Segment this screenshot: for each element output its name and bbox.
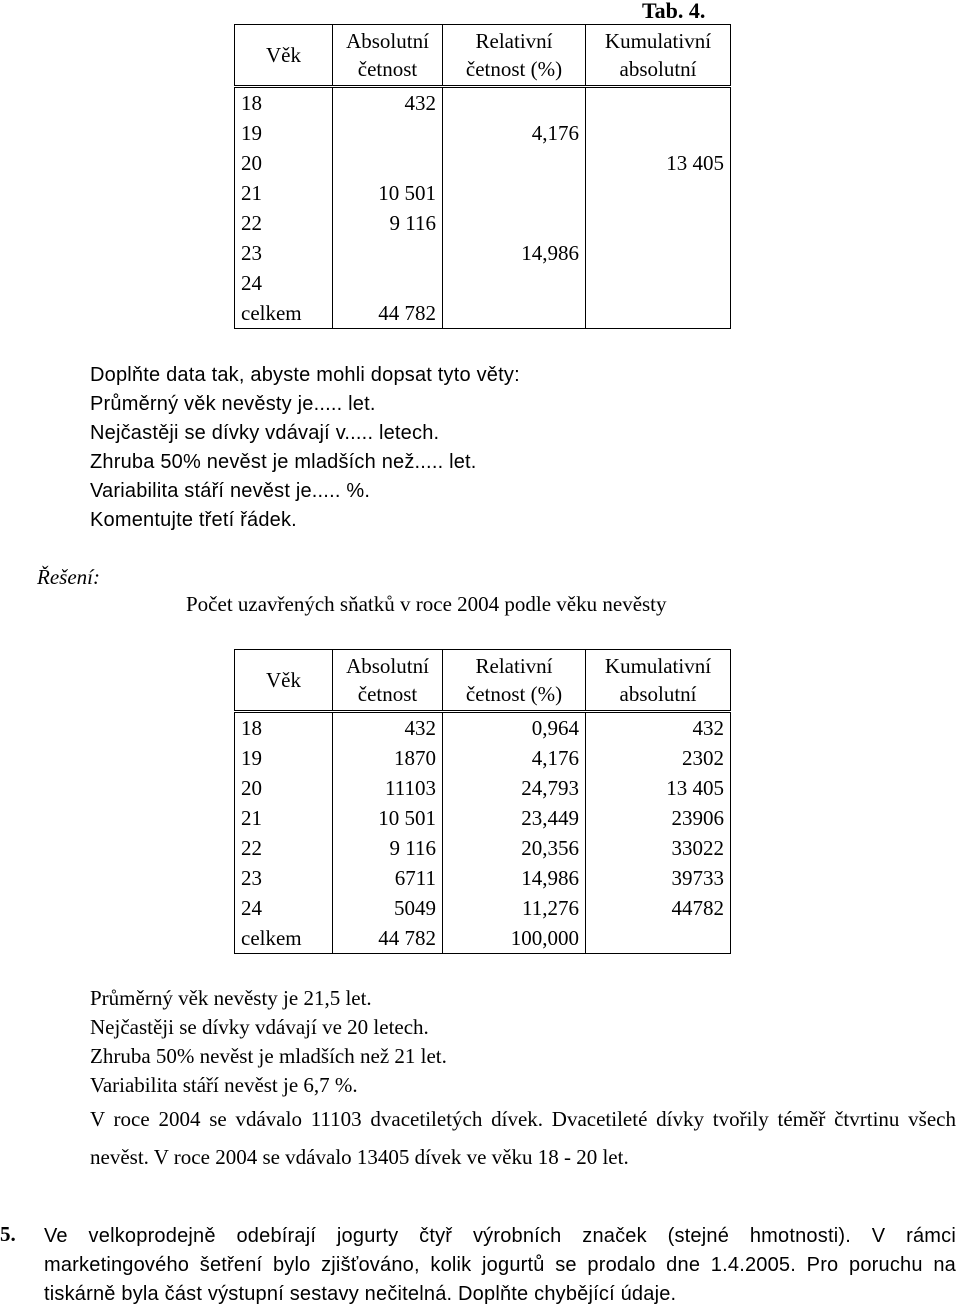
table-row [235,833,731,863]
cell-age: 22 [235,208,333,238]
cell-relative: 0,964 [443,712,586,744]
cell-absolute: 5049 [333,893,443,923]
cell-relative: 11,276 [443,893,586,923]
col-header-relative: Relativní četnost (%) [443,650,586,712]
cell-cumulative [586,923,731,954]
task-line: Průměrný věk nevěsty je..... let. [90,393,376,415]
table-row [235,208,731,238]
cell-age: 24 [235,893,333,923]
table-body [235,712,731,954]
cell-absolute: 432 [333,712,443,744]
table-row [235,298,731,329]
cell-absolute [333,118,443,148]
task-line: Zhruba 50% nevěst je mladších než..... let. [90,451,477,473]
cell-absolute [333,268,443,298]
col-header-age: Věk [235,650,333,712]
table-row [235,893,731,923]
cell-absolute: 10 501 [333,803,443,833]
cell-relative [443,268,586,298]
solution-label: Řešení: [37,565,100,589]
table-row [235,712,731,744]
table-row [235,87,731,119]
cell-cumulative: 13 405 [586,148,731,178]
cell-relative: 20,356 [443,833,586,863]
frequency-table-exercise [234,24,731,329]
col-header-cumulative: Kumulativní absolutní [586,25,731,87]
cell-relative [443,208,586,238]
cell-relative: 4,176 [443,743,586,773]
table-caption: Počet uzavřených sňatků v roce 2004 podle věku nevěsty [186,592,667,616]
table-header-row [235,650,731,712]
answer-line: Zhruba 50% nevěst je mladších než 21 let. [90,1044,447,1068]
cell-relative: 24,793 [443,773,586,803]
frequency-table-solution [234,649,731,954]
cell-age: 24 [235,268,333,298]
cell-age: 20 [235,148,333,178]
table-row [235,148,731,178]
cell-age: 18 [235,712,333,744]
col-header-relative: Relativní četnost (%) [443,25,586,87]
cell-relative: 14,986 [443,238,586,268]
cell-absolute [333,238,443,268]
col-header-cumulative: Kumulativní absolutní [586,650,731,712]
cell-absolute: 11103 [333,773,443,803]
cell-cumulative: 13 405 [586,773,731,803]
col-header-absolute: Absolutní četnost [333,25,443,87]
cell-age: celkem [235,923,333,954]
col-header-age: Věk [235,25,333,87]
answer-line: Nejčastěji se dívky vdávají ve 20 letech. [90,1015,429,1039]
comment-paragraph: V roce 2004 se vdávalo 11103 dvacetiletých dívek. Dvacetileté dívky tvořily téměř čtvrtinu všech nevěst. V roce 2004 se vdávalo 13405 dívek ve věku 18 - 20 let. [90,1107,956,1169]
table-row [235,178,731,208]
answer-line: Variabilita stáří nevěst je 6,7 %. [90,1073,358,1097]
table-row [235,268,731,298]
cell-cumulative [586,87,731,119]
cell-cumulative: 33022 [586,833,731,863]
table-row [235,863,731,893]
cell-absolute: 9 116 [333,208,443,238]
cell-age: 20 [235,773,333,803]
cell-cumulative [586,238,731,268]
table-label: Tab. 4. [642,0,706,23]
answer-line: Průměrný věk nevěsty je 21,5 let. [90,986,372,1010]
cell-cumulative [586,268,731,298]
cell-age: 19 [235,743,333,773]
table-row [235,773,731,803]
cell-absolute: 44 782 [333,923,443,954]
cell-absolute: 1870 [333,743,443,773]
cell-age: 18 [235,87,333,119]
table-row [235,118,731,148]
cell-absolute: 44 782 [333,298,443,329]
cell-cumulative: 23906 [586,803,731,833]
cell-cumulative: 44782 [586,893,731,923]
cell-cumulative [586,298,731,329]
table-header-row [235,25,731,87]
cell-relative [443,87,586,119]
cell-relative: 23,449 [443,803,586,833]
cell-age: 22 [235,833,333,863]
cell-absolute: 432 [333,87,443,119]
cell-cumulative [586,208,731,238]
cell-age: 21 [235,803,333,833]
table-row [235,803,731,833]
task-line: Doplňte data tak, abyste mohli dopsat tyto věty: [90,364,520,386]
task-text: Ve velkoprodejně odebírají jogurty čtyř výrobních značek (stejné hmotnosti). V rámci marketingového šetření bylo zjišťováno, kolik jogurtů se prodalo dne 1.4.2005. Pro poruchu na tiskárně byla část výstupní sestavy nečitelná. Doplňte chybějící údaje. [44,1225,956,1305]
cell-relative: 14,986 [443,863,586,893]
cell-cumulative: 39733 [586,863,731,893]
cell-age: celkem [235,298,333,329]
cell-absolute [333,148,443,178]
cell-cumulative [586,178,731,208]
cell-age: 23 [235,238,333,268]
table-row [235,238,731,268]
table-row [235,743,731,773]
task-line: Komentujte třetí řádek. [90,509,297,531]
cell-relative [443,148,586,178]
cell-absolute: 9 116 [333,833,443,863]
cell-age: 19 [235,118,333,148]
cell-absolute: 6711 [333,863,443,893]
cell-age: 23 [235,863,333,893]
cell-age: 21 [235,178,333,208]
cell-cumulative: 2302 [586,743,731,773]
col-header-absolute: Absolutní četnost [333,650,443,712]
cell-absolute: 10 501 [333,178,443,208]
cell-relative: 100,000 [443,923,586,954]
task-line: Nejčastěji se dívky vdávají v..... letech. [90,422,440,444]
cell-relative: 4,176 [443,118,586,148]
cell-relative [443,178,586,208]
cell-relative [443,298,586,329]
task-number: 5. [0,1222,16,1246]
cell-cumulative: 432 [586,712,731,744]
table-body [235,87,731,329]
cell-cumulative [586,118,731,148]
table-row [235,923,731,954]
task-line: Variabilita stáří nevěst je..... %. [90,480,371,502]
